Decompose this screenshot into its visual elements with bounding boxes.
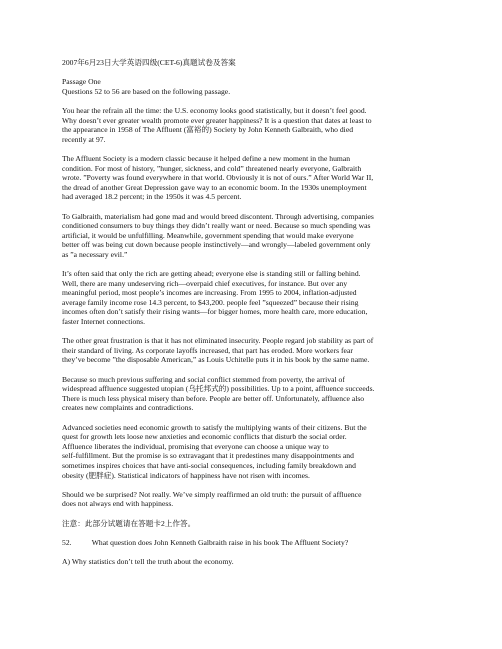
paragraph-line: their standard of living. As corporate layoffs increased, that part has eroded. More workers fear — [62, 345, 353, 355]
paragraph-line: Advanced societies need economic growth to satisfy the multiplying wants of their citizens. But the — [62, 422, 367, 432]
paragraph-line: There is much less physical misery than before. People are better off. Unfortunately, affluence also — [62, 393, 365, 403]
paragraph-line: You hear the refrain all the time: the U.S. economy looks good statistically, but it doesn’t feel good. — [62, 105, 367, 115]
paragraph-line: meaningful period, most people’s incomes are increasing. From 1995 to 2004, inflation-adjusted — [62, 288, 357, 298]
paragraph-line: quest for growth lets loose new anxieties and economic conflicts that disturb the social order. — [62, 432, 347, 442]
paragraph-1 — [62, 106, 472, 144]
paragraph-line: widespread affluence suggested utopian (乌托邦式的) possibilities. Up to a point, affluence succeeds. — [62, 384, 375, 394]
paragraph-8 — [62, 490, 472, 509]
paragraph-line: Affluence liberates the individual, promising that everyone can choose a unique way to — [62, 441, 329, 451]
paragraph-line: Because so much previous suffering and social conflict stemmed from poverty, the arrival of — [62, 374, 345, 384]
paragraph-line: does not always end with happiness. — [62, 499, 174, 509]
paragraph-line: Why doesn’t ever greater wealth promote ever greater happiness? It is a question that dates at least to — [62, 115, 372, 125]
paragraph-3 — [62, 212, 472, 260]
paragraph-line: incomes often don’t satisfy their rising wants—for bigger homes, more health care, more education, — [62, 307, 368, 317]
paragraph-line: average family income rose 14.3 percent, to $43,200. people feel ”squeezed” because their rising — [62, 297, 359, 307]
paragraph-line: The other great frustration is that it has not eliminated insecurity. People regard job stability as part of — [62, 336, 374, 346]
paragraph-line: The Affluent Society is a modern classic because it helped define a new moment in the human — [62, 153, 351, 163]
paragraph-6 — [62, 375, 472, 413]
paragraph-line: artificial, it would be unfulfilling. Meanwhile, government spending that would make everyone — [62, 230, 354, 240]
paragraph-line: Should we be surprised? Not really. We’ve simply reaffirmed an old truth: the pursuit of affluence — [62, 489, 362, 499]
paragraph-line: recently at 97. — [62, 134, 106, 144]
paragraph-line: as ”a necessary evil.” — [62, 249, 128, 259]
question-text: What question does John Kenneth Galbraith raise in his book The Affluent Society? — [91, 537, 349, 547]
question-number: 52. — [62, 537, 72, 547]
paragraph-4 — [62, 269, 472, 327]
paragraph-line: creates new complaints and contradictions. — [62, 403, 194, 413]
paragraph-line: conditioned consumers to buy things they didn’t really want or need. Because so much spending was — [62, 221, 371, 231]
paragraph-7 — [62, 423, 472, 481]
answer-sheet-note: 注意：此部分试题请在答题卡2上作答。 — [62, 518, 196, 528]
paragraph-line: sometimes inspires choices that have anti-social consequences, including family breakdown and — [62, 460, 356, 470]
paragraph-line: To Galbraith, materialism had gone mad and would breed discontent. Through advertising, companies — [62, 211, 374, 221]
paragraph-line: It’s often said that only the rich are getting ahead; everyone else is standing still or falling behind. — [62, 269, 361, 279]
paragraph-line: the dread of another Great Depression gave way to an economic boom. In the 1930s unemployment — [62, 182, 367, 192]
option-a: A) Why statistics don’t tell the truth about the economy. — [62, 556, 234, 566]
paragraph-line: better off was being cut down because people instinctively—and wrongly—labeled government only — [62, 240, 371, 250]
paragraph-2 — [62, 154, 472, 202]
paragraph-line: obesity (肥胖症). Statistical indicators of happiness have not risen with incomes. — [62, 470, 310, 480]
document-title: 2007年6月23日大学英语四级(CET-6)真题试卷及答案 — [62, 58, 236, 67]
paragraph-line: wrote. ”Poverty was found everywhere in that world. Obviously it is not of ours.” After World War II, — [62, 173, 374, 183]
question-52 — [62, 538, 472, 548]
paragraph-line: condition. For most of history, ”hunger, sickness, and cold” threatened nearly everyone, Galbraith — [62, 163, 362, 173]
paragraph-line: had averaged 18.2 percent; in the 1950s it was 4.5 percent. — [62, 192, 242, 202]
passage-heading: Passage One — [62, 77, 101, 87]
paragraph-line: they’ve become ”the disposable American,” as Louis Uchitelle puts it in his book by the same name. — [62, 355, 370, 365]
paragraph-line: the appearance in 1958 of The Affluent (富裕的) Society by John Kenneth Galbraith, who died — [62, 125, 354, 135]
paragraph-line: self-fulfillment. But the promise is so extravagant that it predestines many disappointments and — [62, 451, 354, 461]
paragraph-5 — [62, 336, 472, 365]
paragraph-line: faster Internet connections. — [62, 317, 146, 327]
paragraph-line: Well, there are many undeserving rich—overpaid chief executives, for instance. But over any — [62, 278, 348, 288]
questions-intro: Questions 52 to 56 are based on the following passage. — [62, 86, 231, 96]
